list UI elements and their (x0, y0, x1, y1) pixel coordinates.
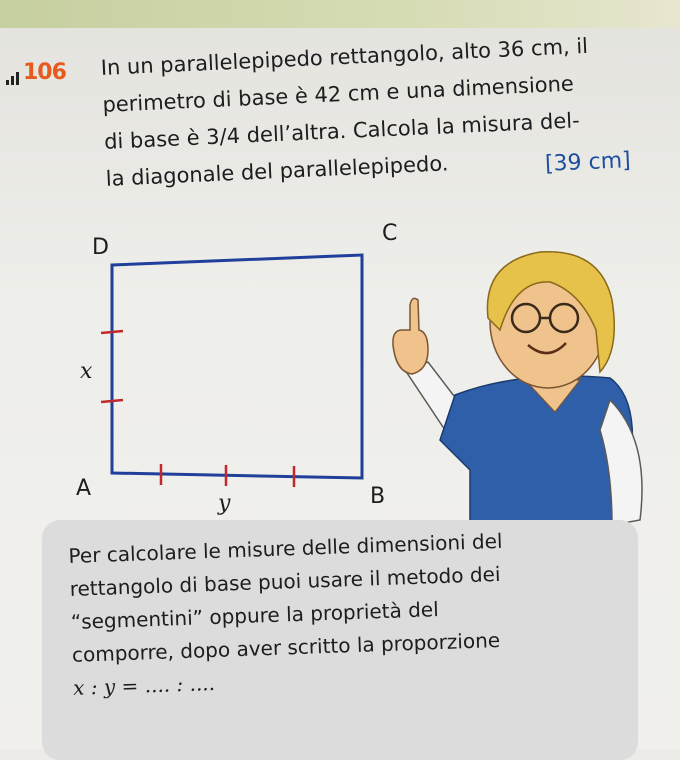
side-label-y: y (218, 491, 231, 516)
problem-line-2: perimetro di base è 42 cm e una dimensione (101, 71, 575, 117)
problem-number: 106 (23, 60, 66, 85)
hint-line-3: “segmentini” oppure la proprietà del (70, 597, 440, 634)
base-rectangle (112, 255, 362, 478)
vertex-label-a: A (76, 476, 92, 501)
problem-answer: [39 cm] (544, 148, 632, 177)
problem-line-3: di base è 3/4 dell’altra. Calcola la misura del- (103, 108, 581, 154)
tick-mark-x-2 (101, 400, 123, 402)
hint-line-2: rettangolo di base puoi usare il metodo dei (69, 561, 501, 601)
tick-mark-x-1 (101, 331, 123, 333)
vertex-label-c: C (382, 221, 398, 246)
problem-line-1: In un parallelepipedo rettangolo, alto 36 cm, il (100, 33, 589, 80)
teacher-illustration (393, 252, 642, 545)
vertex-label-b: B (370, 484, 386, 509)
problem-line-4: la diagonale del parallelepipedo. (105, 151, 449, 191)
hint-line-4: comporre, dopo aver scritto la proporzione (71, 627, 501, 667)
hint-line-1: Per calcolare le misure delle dimensioni del (68, 528, 503, 568)
vertex-label-d: D (92, 235, 109, 260)
side-label-x: x (80, 359, 93, 384)
hint-proportion-formula: x : y = .... : .... (72, 670, 216, 700)
hint-text (68, 520, 633, 704)
